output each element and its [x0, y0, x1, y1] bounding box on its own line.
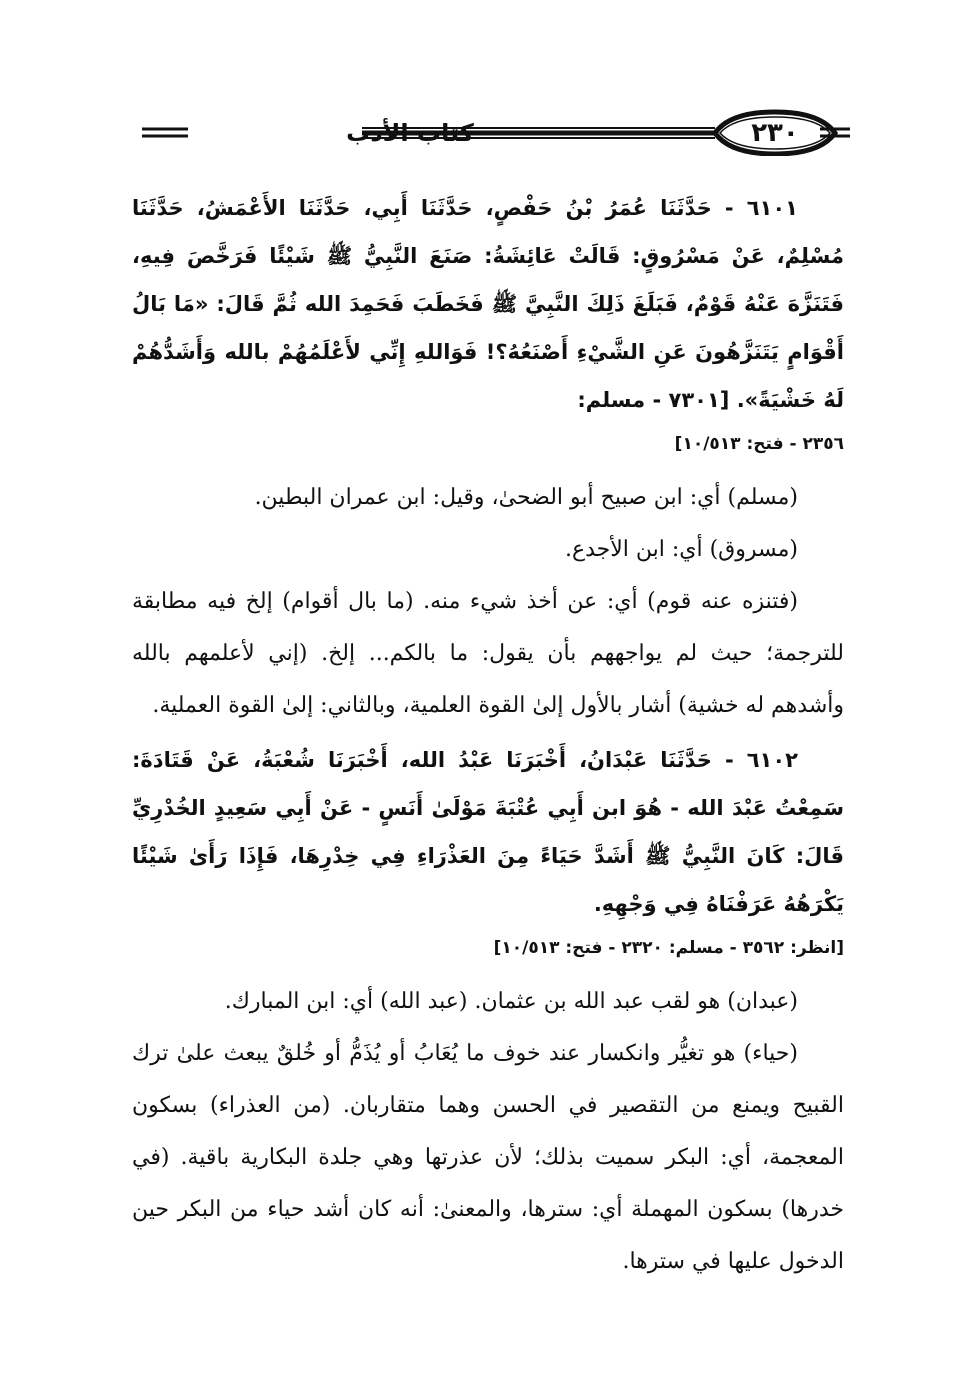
- page-content: [132, 184, 844, 1288]
- commentary-paragraph: (مسلم) أي: ابن صبيح أبو الضحىٰ، وقيل: ابن عمران البطين.: [254, 485, 798, 510]
- page-number: ٢٣٠: [751, 118, 799, 148]
- hadith-6102-text: ٦١٠٢ - حَدَّثَنَا عَبْدَانُ، أَخْبَرَنَا عَبْدُ الله، أَخْبَرَنَا شُعْبَةُ، عَنْ قَتَادَةَ: سَمِعْتُ عَبْدَ الله - هُوَ ابن أَبِي عُتْبَةَ مَوْلَىٰ أَنَسٍ - عَنْ أَبِي سَعِيدٍ الخُدْرِيِّ قَالَ: كَانَ النَّبِيُّ ﷺ أَشَدَّ حَيَاءً مِنَ العَذْرَاءِ فِي خِدْرِهَا، فَإِذَا رَأَىٰ شَيْئًا يَكْرَهُهُ عَرَفْنَاهُ فِي وَجْهِهِ.: [132, 748, 844, 916]
- running-title: كتاب الأدب: [346, 119, 474, 147]
- commentary-paragraph: (فتنزه عنه قوم) أي: عن أخذ شيء منه. (ما بال أقوام) إلخ فيه مطابقة للترجمة؛ حيث لم يواجههم بأن يقول: ما بالكم... إلخ. (إني لأعلمهم بالله وأشدهم له خشية) أشار بالأول إلىٰ القوة العلمية، وبالثاني: إلىٰ القوة العملية.: [132, 589, 844, 718]
- hadith-6101-text: ٦١٠١ - حَدَّثَنَا عُمَرُ بْنُ حَفْصٍ، حَدَّثَنَا أَبِي، حَدَّثَنَا الأَعْمَشُ، حَدَّثَنَا مُسْلِمٌ، عَنْ مَسْرُوقٍ: قَالَتْ عَائِشَةُ: صَنَعَ النَّبِيُّ ﷺ شَيْئًا فَرَخَّصَ فِيهِ، فَتَنَزَّهَ عَنْهُ قَوْمٌ، فَبَلَغَ ذَلِكَ النَّبِيَّ ﷺ فَخَطَبَ فَحَمِدَ الله ثُمَّ قَالَ: «مَا بَالُ أَقْوَامٍ يَتَنَزَّهُونَ عَنِ الشَّيْءِ أَصْنَعُهُ؟! فَوَاللهِ إِنِّي لأَعْلَمُهُمْ بالله وَأَشَدُّهُمْ لَهُ خَشْيَةً». [٧٣٠١ - مسلم:: [132, 196, 844, 412]
- commentary-paragraph: (مسروق) أي: ابن الأجدع.: [564, 537, 798, 562]
- hadith-6101-reference: ٢٣٥٦ - فتح: ١٠/٥١٣]: [674, 434, 844, 454]
- page-header: [130, 108, 850, 156]
- commentary-paragraph: (حياء) هو تغيُّر وانكسار عند خوف ما يُعَابُ أو يُذَمُّ أو خُلقٌ يبعث علىٰ ترك القبيح ويمنع من التقصير في الحسن وهما متقاربان. (من العذراء) بسكون المعجمة، أي: البكر سميت بذلك؛ لأن عذرتها وهي جلدة البكارية باقية. (في خدرها) بسكون المهملة أي: سترها، والمعنىٰ: أنه كان أشد حياء من البكر حين الدخول عليها في سترها.: [132, 1041, 845, 1274]
- commentary-paragraph: (عبدان) هو لقب عبد الله بن عثمان. (عبد الله) أي: ابن المبارك.: [224, 989, 798, 1014]
- hadith-6102-reference: [انظر: ٣٥٦٢ - مسلم: ٢٣٢٠ - فتح: ١٠/٥١٣]: [493, 938, 844, 958]
